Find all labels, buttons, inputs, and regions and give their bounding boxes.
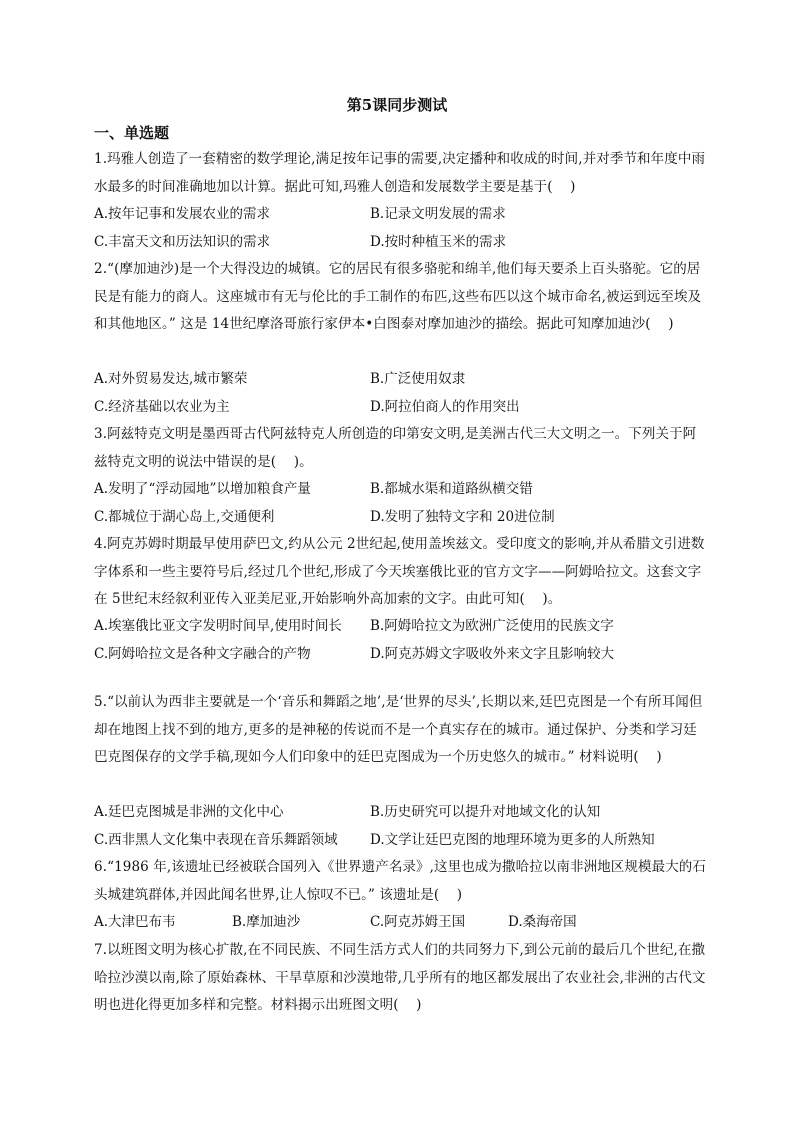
option-row (94, 229, 706, 257)
option-row (94, 476, 706, 504)
option-row (94, 201, 706, 229)
option-a: A.埃塞俄比亚文字发明时间早,使用时间长 (94, 618, 342, 634)
option-b: B.历史研究可以提升对地域文化的认知 (370, 804, 601, 820)
option-row (94, 366, 706, 394)
option-a: A.发明了“浮动园地”以增加粮食产量 (94, 481, 311, 497)
option-row (94, 394, 706, 422)
option-row (94, 827, 706, 855)
option-b: B.都城水渠和道路纵横交错 (370, 481, 533, 497)
question-3-stem: 3.阿兹特克文明是墨西哥古代阿兹特克人所创造的印第安文明,是美洲古代三大文明之一。下列关于阿兹特克文明的说法中错误的是( )。 (94, 426, 697, 470)
option-c: C.丰富天文和历法知识的需求 (94, 233, 271, 250)
question-5-options (94, 799, 706, 854)
option-c: C.经济基础以农业为主 (94, 398, 230, 415)
question-4-stem: 4.阿克苏姆时期最早使用萨巴文,约从公元 2世纪起,使用盖埃兹文。受印度文的影响,并从希腊文引进数字体系和一些主要符号后,经过几个世纪,形成了今天埃塞俄比亚的官方文字——阿姆哈拉文。这套文字在 5世纪末经叙利亚传入亚美尼亚,开始影响外高加索的文字。由此可知( )。 (94, 536, 705, 607)
question-7-stem: 7.以班图文明为核心扩散,在不同民族、不同生活方式人们的共同努力下,到公元前的最后几个世纪,在撒哈拉沙漠以南,除了原始森林、干旱草原和沙漠地带,几乎所有的地区都发展出了农业社会,非洲的古代文明也进化得更加多样和完整。材料揭示出班图文明( ) (94, 942, 706, 1013)
option-a: A.大津巴布韦 (94, 914, 176, 930)
question-3-options (94, 476, 706, 531)
option-d: D.文学让廷巴克图的地理环境为更多的人所熟知 (370, 831, 655, 848)
option-d: D.桑海帝国 (508, 914, 577, 930)
question-2-options (94, 366, 706, 421)
question-6-options (94, 909, 706, 937)
option-a: A.对外贸易发达,城市繁荣 (94, 371, 248, 387)
option-d: D.阿克苏姆文字吸收外来文字且影响较大 (370, 645, 615, 662)
option-a: A.按年记事和发展农业的需求 (94, 206, 271, 222)
question-5-stem: 5.“以前认为西非主要就是一个‘音乐和舞蹈之地’,是‘世界的尽头’,长期以来,廷巴克图是一个有所耳闻但却在地图上找不到的地方,更多的是神秘的传说而不是一个真实存在的城市。通过保护、分类和学习廷巴克图保存的文学手稿,现如今人们印象中的廷巴克图成为一个历史悠久的城市。” 材料说明( ) (94, 694, 703, 765)
option-row (94, 504, 706, 532)
question-2-stem: 2.“(摩加迪沙)是一个大得没边的城镇。它的居民有很多骆驼和绵羊,他们每天要杀上百头骆驼。它的居民是有能力的商人。这座城市有无与伦比的手工制作的布匹,这些布匹以这个城市命名,被运到远至埃及和其他地区。” 这是 14世纪摩洛哥旅行家伊本•白图泰对摩加迪沙的描绘。据此可知摩加迪沙( ) (94, 261, 702, 332)
question-1-stem: 1.玛雅人创造了一套精密的数学理论,满足按年记事的需要,决定播种和收成的时间,并对季节和年度中雨水最多的时间准确地加以计算。据此可知,玛雅人创造和发展数学主要是基于( ) (94, 151, 706, 195)
option-c: C.阿姆哈拉文是各种文字融合的产物 (94, 645, 311, 662)
option-d: D.发明了独特文字和 20进位制 (370, 508, 555, 525)
option-b: B.阿姆哈拉文为欧洲广泛使用的民族文字 (370, 618, 614, 634)
question-1-options (94, 201, 706, 256)
option-c: C.西非黑人文化集中表现在音乐舞蹈领域 (94, 831, 338, 848)
section-heading: 一、单选题 (94, 124, 170, 142)
option-c: C.都城位于湖心岛上,交通便利 (94, 508, 275, 525)
option-b: B.记录文明发展的需求 (370, 206, 506, 222)
option-c: C.阿克苏姆王国 (370, 914, 466, 930)
option-row (94, 909, 706, 937)
page-title: 第5课同步测试 (346, 96, 448, 114)
option-b: B.摩加迪沙 (232, 914, 301, 930)
option-d: D.阿拉伯商人的作用突出 (370, 398, 520, 415)
option-row (94, 799, 706, 827)
question-4-options (94, 613, 706, 668)
option-row (94, 641, 706, 669)
question-6-stem: 6.“1986 年,该遗址已经被联合国列入《世界遗产名录》,这里也成为撒哈拉以南非洲地区规模最大的石头城建筑群体,并因此闻名世界,让人惊叹不已。” 该遗址是( ) (94, 859, 707, 903)
option-d: D.按时种植玉米的需求 (370, 233, 507, 250)
option-a: A.廷巴克图城是非洲的文化中心 (94, 804, 284, 820)
option-row (94, 613, 706, 641)
option-b: B.广泛使用奴隶 (370, 371, 466, 387)
